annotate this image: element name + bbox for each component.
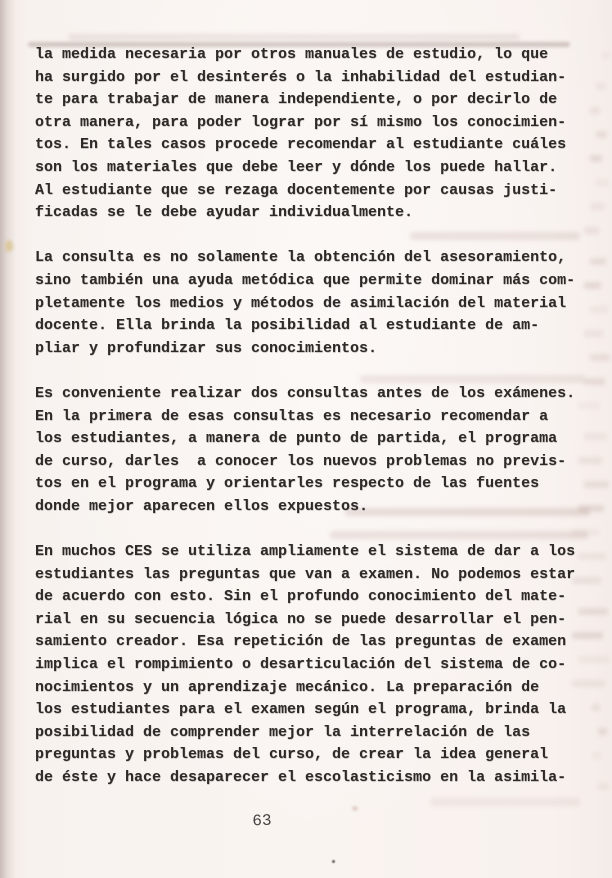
text-line: Al estudiante que se rezaga docentemente por causas justi- — [35, 181, 558, 199]
text-line: son los materiales que debe leer y dónde los puede hallar. — [35, 158, 558, 176]
paragraph — [35, 541, 587, 790]
text-line: Es conveniente realizar dos consultas antes de los exámenes. — [35, 384, 576, 402]
text-line: la medida necesaria por otros manuales de estudio, lo que — [35, 46, 549, 63]
text-line: tos en el programa y orientarles respecto de las fuentes — [35, 475, 540, 493]
paper-speck — [5, 240, 13, 252]
page-text — [35, 44, 587, 812]
text-line: los estudiantes, a manera de punto de partida, el programa — [35, 430, 558, 448]
paper-speck — [352, 806, 358, 811]
paragraph — [35, 247, 587, 360]
gutter-shadow — [0, 0, 16, 878]
text-line: pliar y profundizar sus conocimientos. — [35, 339, 378, 357]
text-line: rial en su secuencia lógica no se puede desarrollar el pen- — [35, 610, 567, 628]
text-line: posibilidad de comprender mejor la interrelación de las — [35, 723, 531, 741]
text-line: de éste y hace desaparecer el escolasticismo en la asimila- — [35, 769, 567, 786]
text-line: tos. En tales casos procede recomendar al estudiante cuáles — [35, 136, 567, 154]
text-line: estudiantes las preguntas que van a examen. No podemos estar — [35, 565, 576, 583]
text-line: otra manera, para poder lograr por sí mismo los conocimien- — [35, 113, 567, 131]
text-line: samiento creador. Esa repetición de las preguntas de examen — [35, 633, 567, 651]
text-line: los estudiantes para el examen según el programa, brinda la — [35, 701, 567, 719]
text-line: ficadas se le debe ayudar individualmente. — [35, 204, 414, 222]
text-line: docente. Ella brinda la posibilidad al estudiante de am- — [35, 317, 540, 335]
text-line: sino también una ayuda metódica que permite dominar más com- — [35, 271, 576, 289]
text-line: implica el rompimiento o desarticulación del sistema de co- — [35, 656, 567, 674]
text-line: En la primera de esas consultas es necesario recomendar a — [35, 407, 549, 425]
text-line: ha surgido por el desinterés o la inhabilidad del estudian- — [35, 68, 567, 86]
text-line: de acuerdo con esto. Sin el profundo conocimiento del mate- — [35, 588, 567, 606]
text-line: nocimientos y un aprendizaje mecánico. La preparación de — [35, 678, 540, 696]
page-number: 63 — [252, 811, 272, 831]
text-line: de curso, darles a conocer los nuevos problemas no previs- — [35, 452, 567, 470]
text-line: En muchos CES se utiliza ampliamente el sistema de dar a los — [35, 543, 576, 561]
text-line: La consulta es no solamente la obtención del asesoramiento, — [35, 249, 567, 267]
text-line: donde mejor aparecen ellos expuestos. — [35, 497, 369, 515]
text-line: te para trabajar de manera independiente, o por decirlo de — [35, 91, 558, 109]
paragraph — [35, 44, 587, 225]
text-line: pletamente los medios y métodos de asimilación del material — [35, 294, 567, 312]
paper-speck — [332, 860, 335, 863]
text-line: preguntas y problemas del curso, de crear la idea general — [35, 746, 549, 764]
paragraph — [35, 383, 587, 519]
